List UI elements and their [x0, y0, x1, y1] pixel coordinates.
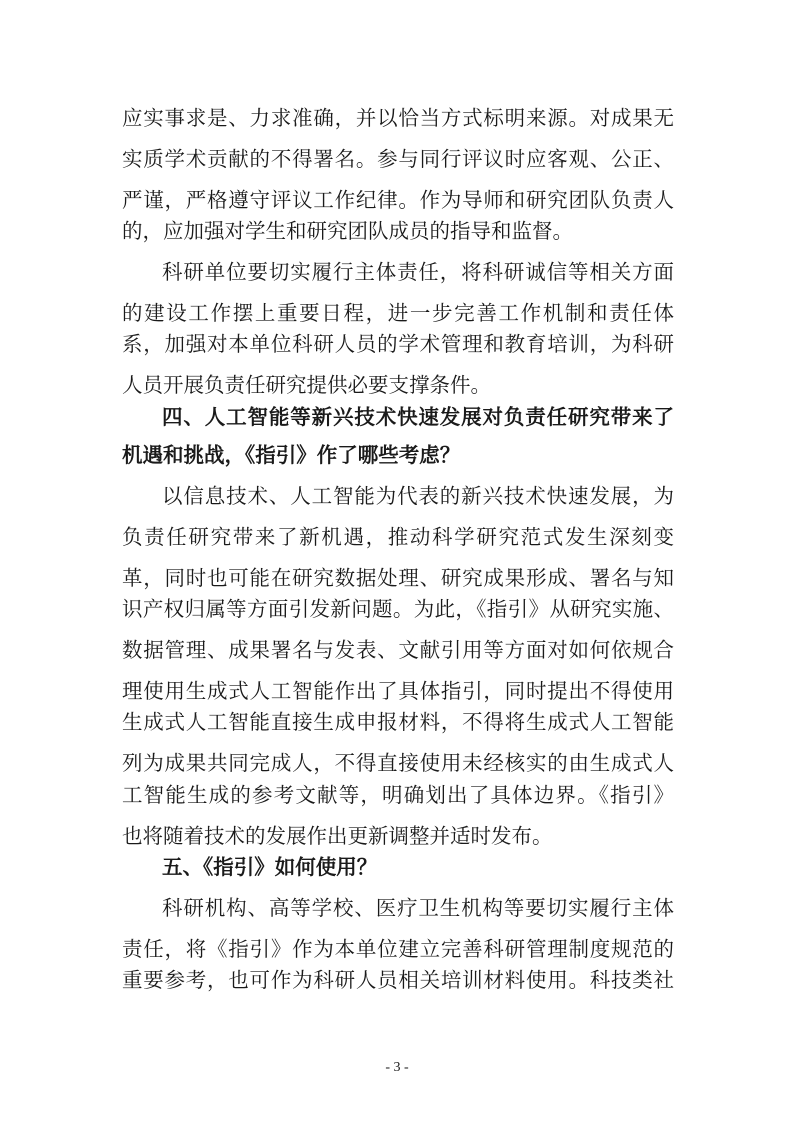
- text-line: 列为成果共同完成人，不得直接使用未经核实的由生成式人: [122, 751, 674, 775]
- text-line: 负责任研究带来了新机遇，推动科学研究范式发生深刻变: [122, 525, 674, 549]
- text-line: 严谨，严格遵守评议工作纪律。作为导师和研究团队负责人: [122, 188, 674, 212]
- text-line: 工智能生成的参考文献等，明确划出了具体边界。《指引》: [122, 783, 674, 807]
- heading-line: 机遇和挑战，《指引》作了哪些考虑？: [122, 443, 461, 467]
- text-line: 科研单位要切实履行主体责任，将科研诚信等相关方面: [162, 260, 674, 284]
- text-line: 数据管理、成果署名与发表、文献引用等方面对如何依规合: [122, 638, 674, 662]
- text-line: 的，应加强对学生和研究团队成员的指导和监督。: [122, 219, 573, 243]
- text-line: 系，加强对本单位科研人员的学术管理和教育培训，为科研: [122, 332, 674, 356]
- heading-line: 四、人工智能等新兴技术快速发展对负责任研究带来了: [162, 405, 674, 429]
- page-number: - 3 -: [385, 1060, 409, 1075]
- text-line: 生成式人工智能直接生成申报材料，不得将生成式人工智能: [122, 710, 674, 734]
- heading-line: 五、《指引》如何使用？: [162, 855, 378, 879]
- text-line: 革，同时也可能在研究数据处理、研究成果形成、署名与知: [122, 566, 674, 590]
- text-line: 责任，将《指引》作为本单位建立完善科研管理制度规范的: [122, 937, 674, 961]
- text-line: 实质学术贡献的不得署名。参与同行评议时应客观、公正、: [122, 147, 674, 171]
- text-line: 应实事求是、力求准确，并以恰当方式标明来源。对成果无: [122, 106, 674, 130]
- text-line: 的建设工作摆上重要日程，进一步完善工作机制和责任体: [122, 301, 674, 325]
- text-line: 以信息技术、人工智能为代表的新兴技术快速发展，为: [162, 484, 674, 508]
- text-line: 识产权归属等方面引发新问题。为此，《指引》从研究实施、: [122, 597, 674, 621]
- text-line: 重要参考，也可作为科研人员相关培训材料使用。科技类社: [122, 968, 674, 992]
- text-line: 科研机构、高等学校、医疗卫生机构等要切实履行主体: [162, 896, 674, 920]
- text-line: 人员开展负责任研究提供必要支撑条件。: [122, 373, 491, 397]
- text-line: 也将随着技术的发展作出更新调整并适时发布。: [122, 824, 553, 848]
- text-line: 理使用生成式人工智能作出了具体指引，同时提出不得使用: [122, 679, 674, 703]
